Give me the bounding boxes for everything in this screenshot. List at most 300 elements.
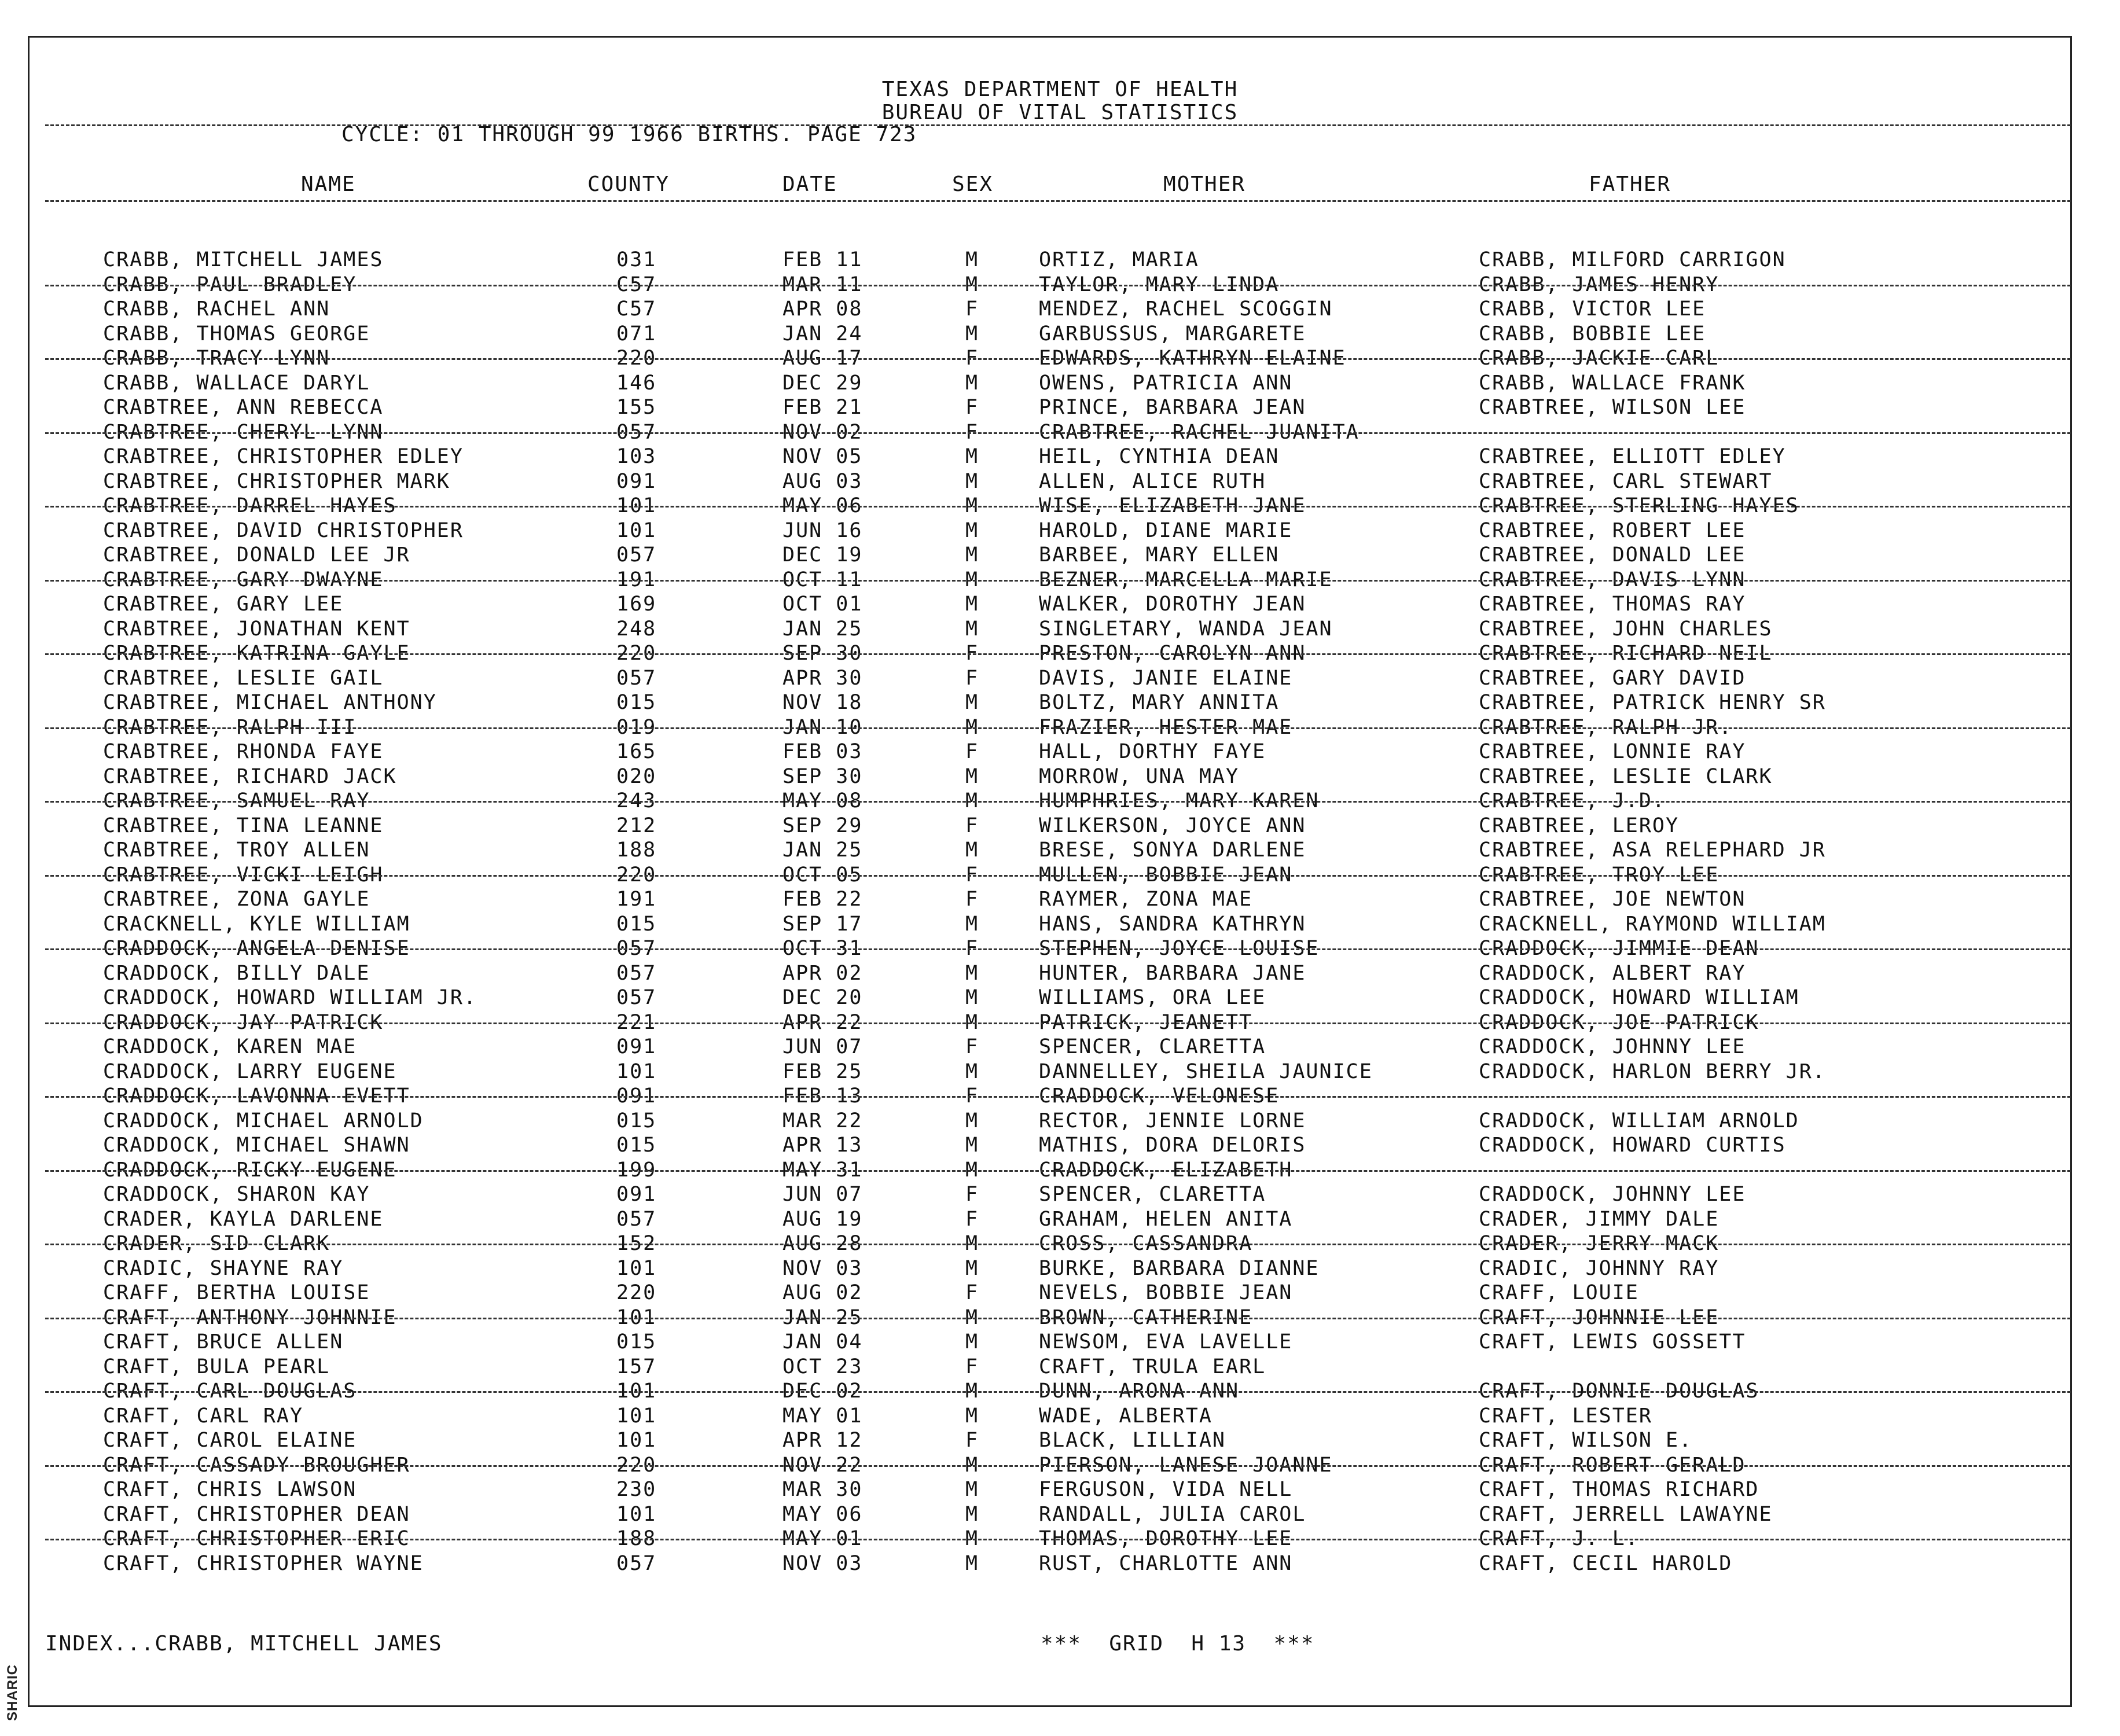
cycle-line	[341, 123, 917, 146]
cell-sex: M	[965, 371, 979, 395]
table-row	[0, 1330, 2120, 1354]
cell-sex: M	[965, 469, 979, 493]
cell-date: FEB 11	[782, 248, 863, 271]
cell-name: CRABTREE, TROY ALLEN	[103, 838, 370, 862]
cell-date: JUN 07	[782, 1035, 863, 1058]
cell-name: CRABTREE, DAVID CHRISTOPHER	[103, 518, 464, 542]
cell-date: APR 12	[782, 1429, 863, 1452]
cell-date: FEB 25	[782, 1060, 863, 1083]
cell-county: 020	[616, 764, 657, 788]
cell-sex: M	[965, 273, 979, 296]
row-divider	[45, 1465, 2071, 1467]
cell-county: 155	[616, 396, 657, 419]
cell-sex: M	[965, 543, 979, 567]
cell-name: CRADDOCK, ANGELA DENISE	[103, 937, 410, 960]
cell-name: CRAFT, CARL DOUGLAS	[103, 1380, 357, 1403]
cell-county: 057	[616, 666, 657, 690]
table-row	[0, 371, 2120, 395]
cell-father: CRABTREE, ELLIOTT EDLEY	[1479, 445, 1786, 468]
table-row	[0, 1281, 2120, 1305]
cell-county: 220	[616, 1453, 657, 1477]
cell-sex: M	[965, 1134, 979, 1157]
cell-date: NOV 22	[782, 1453, 863, 1477]
row-divider	[45, 1023, 2071, 1024]
cell-mother: SINGLETARY, WANDA JEAN	[1039, 617, 1333, 641]
cell-county: 199	[616, 1158, 657, 1182]
cell-father: CRABTREE, WILSON LEE	[1479, 396, 1746, 419]
cell-mother: WADE, ALBERTA	[1039, 1404, 1213, 1428]
table-row	[0, 1109, 2120, 1133]
cell-mother: PATRICK, JEANETT	[1039, 1010, 1253, 1034]
cell-name: CRACKNELL, KYLE WILLIAM	[103, 912, 410, 936]
cell-date: NOV 18	[782, 691, 863, 714]
cell-father: CRABTREE, LEROY	[1479, 814, 1680, 837]
cell-name: CRABTREE, ANN REBECCA	[103, 396, 384, 419]
cell-sex: M	[965, 912, 979, 936]
cell-date: SEP 30	[782, 764, 863, 788]
cell-father: CRABB, JAMES HENRY	[1479, 273, 1719, 296]
cell-county: 221	[616, 1010, 657, 1034]
table-row	[0, 764, 2120, 789]
cell-father: CRADDOCK, JOE PATRICK	[1479, 1010, 1759, 1034]
table-row	[0, 469, 2120, 494]
cell-date: MAR 11	[782, 273, 863, 296]
cell-sex: M	[965, 248, 979, 271]
cell-date: NOV 03	[782, 1551, 863, 1575]
cell-father: CRAFT, CECIL HAROLD	[1479, 1551, 1733, 1575]
cell-father: CRADDOCK, HARLON BERRY JR.	[1479, 1060, 1826, 1083]
cell-name: CRAFT, CHRISTOPHER WAYNE	[103, 1551, 424, 1575]
cell-date: JUN 07	[782, 1183, 863, 1206]
cell-name: CRADDOCK, MICHAEL SHAWN	[103, 1134, 410, 1157]
cell-father: CRADDOCK, HOWARD WILLIAM	[1479, 986, 1799, 1009]
cell-mother: RUST, CHARLOTTE ANN	[1039, 1551, 1293, 1575]
cell-date: MAY 31	[782, 1158, 863, 1182]
cell-sex: M	[965, 1380, 979, 1403]
cell-date: NOV 05	[782, 445, 863, 468]
cell-name: CRAFT, CHRISTOPHER ERIC	[103, 1527, 410, 1550]
cell-county: 057	[616, 937, 657, 960]
cell-name: CRABB, RACHEL ANN	[103, 297, 330, 321]
cell-date: NOV 02	[782, 420, 863, 444]
cell-name: CRABB, MITCHELL JAMES	[103, 248, 384, 271]
cell-date: DEC 02	[782, 1380, 863, 1403]
cell-sex: M	[965, 691, 979, 714]
cell-name: CRAFT, CARL RAY	[103, 1404, 304, 1428]
column-header-divider	[45, 200, 2071, 202]
cell-name: CRABTREE, DONALD LEE JR	[103, 543, 410, 567]
cell-sex: F	[965, 666, 979, 690]
cell-sex: M	[965, 1551, 979, 1575]
cell-father: CRABTREE, RICHARD NEIL	[1479, 642, 1773, 665]
cell-date: MAY 08	[782, 789, 863, 812]
cell-name: CRABTREE, CHRISTOPHER EDLEY	[103, 445, 464, 468]
cell-mother: RANDALL, JULIA CAROL	[1039, 1502, 1306, 1526]
cell-father: CRABTREE, RALPH JR.	[1479, 715, 1733, 739]
cell-county: 101	[616, 1060, 657, 1083]
cell-county: C57	[616, 273, 657, 296]
cell-father: CRADDOCK, JIMMIE DEAN	[1479, 937, 1759, 960]
table-row	[0, 1355, 2120, 1379]
table-row	[0, 1133, 2120, 1157]
column-header-sex: SEX	[952, 172, 994, 196]
cell-name: CRAFT, BRUCE ALLEN	[103, 1330, 344, 1354]
cell-name: CRADIC, SHAYNE RAY	[103, 1256, 344, 1280]
table-row	[0, 1256, 2120, 1281]
cell-name: CRADDOCK, HOWARD WILLIAM JR.	[103, 986, 477, 1009]
cell-father: CRABTREE, TROY LEE	[1479, 863, 1719, 887]
cell-mother: DAVIS, JANIE ELAINE	[1039, 666, 1293, 690]
cell-sex: F	[965, 1429, 979, 1452]
cell-sex: M	[965, 1478, 979, 1501]
cell-father: CRABB, WALLACE FRANK	[1479, 371, 1746, 395]
cell-sex: M	[965, 617, 979, 641]
cell-date: MAY 06	[782, 494, 863, 517]
cell-mother: GRAHAM, HELEN ANITA	[1039, 1207, 1293, 1231]
cell-mother: EDWARDS, KATHRYN ELAINE	[1039, 347, 1346, 370]
cell-father: CRAFT, J. L.	[1479, 1527, 1639, 1550]
cell-mother: SPENCER, CLARETTA	[1039, 1035, 1266, 1058]
cell-mother: HUMPHRIES, MARY KAREN	[1039, 789, 1320, 812]
cell-county: 101	[616, 1256, 657, 1280]
cell-mother: MATHIS, DORA DELORIS	[1039, 1134, 1306, 1157]
table-row	[0, 1551, 2120, 1576]
cell-name: CRADDOCK, BILLY DALE	[103, 961, 370, 985]
table-row	[0, 518, 2120, 543]
cell-county: 101	[616, 1404, 657, 1428]
cell-date: OCT 31	[782, 937, 863, 960]
cell-name: CRABTREE, DARREL HAYES	[103, 494, 397, 517]
cell-date: DEC 20	[782, 986, 863, 1009]
cell-father: CRABTREE, JOHN CHARLES	[1479, 617, 1773, 641]
cell-sex: M	[965, 1404, 979, 1428]
cell-county: 091	[616, 1084, 657, 1108]
cell-father: CRABB, VICTOR LEE	[1479, 297, 1706, 321]
cell-mother: OWENS, PATRICIA ANN	[1039, 371, 1293, 395]
cell-county: 019	[616, 715, 657, 739]
cell-date: APR 30	[782, 666, 863, 690]
cell-father: CRADDOCK, JOHNNY LEE	[1479, 1035, 1746, 1058]
cell-father: CRADDOCK, ALBERT RAY	[1479, 961, 1746, 985]
cell-mother: BEZNER, MARCELLA MARIE	[1039, 568, 1333, 591]
cell-mother: HEIL, CYNTHIA DEAN	[1039, 445, 1280, 468]
cell-date: APR 08	[782, 297, 863, 321]
cell-name: CRADDOCK, SHARON KAY	[103, 1183, 370, 1206]
cell-date: OCT 23	[782, 1355, 863, 1378]
cell-date: OCT 01	[782, 593, 863, 616]
cell-mother: WISE, ELIZABETH JANE	[1039, 494, 1306, 517]
cell-date: MAY 06	[782, 1502, 863, 1526]
cell-name: CRAFT, CASSADY BROUGHER	[103, 1453, 410, 1477]
cell-mother: CRAFT, TRULA EARL	[1039, 1355, 1266, 1378]
cell-father: CRADDOCK, HOWARD CURTIS	[1479, 1134, 1786, 1157]
side-label-text: SHARIC	[5, 1664, 20, 1721]
cell-sex: M	[965, 445, 979, 468]
cell-father: CRAFF, LOUIE	[1479, 1281, 1639, 1304]
cell-date: AUG 03	[782, 469, 863, 493]
cell-sex: F	[965, 347, 979, 370]
row-divider	[45, 1539, 2071, 1540]
cell-mother: CROSS, CASSANDRA	[1039, 1232, 1253, 1255]
cell-name: CRABTREE, CHRISTOPHER MARK	[103, 469, 450, 493]
cell-county: 152	[616, 1232, 657, 1255]
cell-name: CRAFF, BERTHA LOUISE	[103, 1281, 370, 1304]
cell-name: CRABTREE, LESLIE GAIL	[103, 666, 384, 690]
cell-date: DEC 29	[782, 371, 863, 395]
row-divider	[45, 432, 2071, 434]
cycle-range: 01 THROUGH 99	[437, 123, 616, 146]
cell-county: 191	[616, 568, 657, 591]
cell-date: AUG 19	[782, 1207, 863, 1231]
cell-mother: BOLTZ, MARY ANNITA	[1039, 691, 1280, 714]
cell-county: 091	[616, 469, 657, 493]
table-row	[0, 248, 2120, 272]
cell-county: 220	[616, 863, 657, 887]
cell-sex: F	[965, 1183, 979, 1206]
table-row	[0, 1428, 2120, 1452]
cell-date: OCT 11	[782, 568, 863, 591]
cell-sex: M	[965, 1109, 979, 1132]
cell-name: CRABTREE, GARY DWAYNE	[103, 568, 384, 591]
cell-sex: F	[965, 1355, 979, 1378]
cell-county: 220	[616, 347, 657, 370]
row-divider	[45, 1096, 2071, 1098]
cell-name: CRAFT, CHRISTOPHER DEAN	[103, 1502, 410, 1526]
cell-sex: F	[965, 420, 979, 444]
table-row	[0, 543, 2120, 567]
cell-county: 230	[616, 1478, 657, 1501]
cell-county: 015	[616, 1330, 657, 1354]
cell-name: CRAFT, ANTHONY JOHNNIE	[103, 1305, 397, 1329]
cell-sex: F	[965, 1035, 979, 1058]
cell-name: CRADDOCK, KAREN MAE	[103, 1035, 357, 1058]
cell-mother: PRESTON, CAROLYN ANN	[1039, 642, 1306, 665]
cell-county: 248	[616, 617, 657, 641]
table-row	[0, 1502, 2120, 1527]
cell-sex: M	[965, 1010, 979, 1034]
cell-father: CRAFT, JOHNNIE LEE	[1479, 1305, 1719, 1329]
cell-sex: F	[965, 642, 979, 665]
cell-mother: TAYLOR, MARY LINDA	[1039, 273, 1280, 296]
cell-name: CRADDOCK, MICHAEL ARNOLD	[103, 1109, 424, 1132]
cell-date: FEB 21	[782, 396, 863, 419]
cell-mother: PIERSON, LANESE JOANNE	[1039, 1453, 1333, 1477]
row-divider	[45, 1318, 2071, 1319]
column-header-county: COUNTY	[587, 172, 670, 196]
cell-mother: WILLIAMS, ORA LEE	[1039, 986, 1266, 1009]
cell-sex: M	[965, 518, 979, 542]
cell-county: 212	[616, 814, 657, 837]
cell-county: 165	[616, 740, 657, 763]
cell-sex: M	[965, 1453, 979, 1477]
cell-mother: FERGUSON, VIDA NELL	[1039, 1478, 1293, 1501]
cell-sex: F	[965, 888, 979, 911]
cell-father: CRADER, JIMMY DALE	[1479, 1207, 1719, 1231]
row-divider	[45, 285, 2071, 286]
cell-name: CRADER, KAYLA DARLENE	[103, 1207, 384, 1231]
table-row	[0, 1060, 2120, 1084]
column-header-date: DATE	[782, 172, 837, 196]
cell-county: 191	[616, 888, 657, 911]
table-row	[0, 887, 2120, 911]
cell-mother: HALL, DORTHY FAYE	[1039, 740, 1266, 763]
cell-mother: NEVELS, BOBBIE JEAN	[1039, 1281, 1293, 1304]
cell-sex: F	[965, 740, 979, 763]
cell-sex: M	[965, 1305, 979, 1329]
cell-sex: M	[965, 715, 979, 739]
footer-grid: *** GRID H 13 ***	[1041, 1632, 1315, 1656]
cell-sex: M	[965, 593, 979, 616]
cell-county: 057	[616, 543, 657, 567]
cell-mother: BARBEE, MARY ELLEN	[1039, 543, 1280, 567]
cell-county: 091	[616, 1035, 657, 1058]
cell-father: CRABTREE, ASA RELEPHARD JR	[1479, 838, 1826, 862]
cell-father: CRABTREE, LONNIE RAY	[1479, 740, 1746, 763]
table-row	[0, 617, 2120, 641]
table-row	[0, 666, 2120, 690]
cell-name: CRABTREE, RALPH III	[103, 715, 357, 739]
cell-mother: HUNTER, BARBARA JANE	[1039, 961, 1306, 985]
cell-mother: HANS, SANDRA KATHRYN	[1039, 912, 1306, 936]
row-divider	[45, 875, 2071, 877]
cell-father: CRABTREE, THOMAS RAY	[1479, 593, 1746, 616]
cell-sex: M	[965, 1527, 979, 1550]
cell-sex: M	[965, 1256, 979, 1280]
cell-county: 057	[616, 1551, 657, 1575]
cell-date: FEB 22	[782, 888, 863, 911]
cell-county: 103	[616, 445, 657, 468]
cell-date: JUN 16	[782, 518, 863, 542]
cell-county: 091	[616, 1183, 657, 1206]
table-row	[0, 740, 2120, 764]
bureau-title: BUREAU OF VITAL STATISTICS	[881, 101, 1239, 124]
cell-father: CRADDOCK, JOHNNY LEE	[1479, 1183, 1746, 1206]
department-title: TEXAS DEPARTMENT OF HEALTH	[881, 78, 1239, 101]
cell-mother: BLACK, LILLIAN	[1039, 1429, 1226, 1452]
cell-father: CRADIC, JOHNNY RAY	[1479, 1256, 1719, 1280]
cell-date: OCT 05	[782, 863, 863, 887]
row-divider	[45, 727, 2071, 729]
cell-date: JAN 25	[782, 1305, 863, 1329]
cell-date: MAY 01	[782, 1527, 863, 1550]
table-row	[0, 912, 2120, 936]
cell-father: CRADER, JERRY MACK	[1479, 1232, 1719, 1255]
cell-date: JAN 24	[782, 322, 863, 345]
cell-sex: F	[965, 937, 979, 960]
cell-sex: F	[965, 396, 979, 419]
row-divider	[45, 801, 2071, 803]
cell-father: CRABTREE, PATRICK HENRY SR	[1479, 691, 1826, 714]
cell-name: CRABTREE, JONATHAN KENT	[103, 617, 410, 641]
cell-father: CRAFT, LESTER	[1479, 1404, 1652, 1428]
cell-date: NOV 03	[782, 1256, 863, 1280]
year-births: 1966 BIRTHS.	[629, 123, 794, 146]
cell-county: 169	[616, 593, 657, 616]
cell-name: CRAFT, CHRIS LAWSON	[103, 1478, 357, 1501]
row-divider	[45, 948, 2071, 950]
cell-county: 101	[616, 1502, 657, 1526]
cell-mother: DANNELLEY, SHEILA JAUNICE	[1039, 1060, 1373, 1083]
cell-father: CRABTREE, STERLING HAYES	[1479, 494, 1799, 517]
row-divider	[45, 1244, 2071, 1245]
page-number: PAGE 723	[807, 123, 917, 146]
cell-sex: F	[965, 297, 979, 321]
cell-name: CRABTREE, SAMUEL RAY	[103, 789, 370, 812]
cell-date: APR 22	[782, 1010, 863, 1034]
table-row	[0, 1182, 2120, 1207]
cell-date: JAN 10	[782, 715, 863, 739]
cell-mother: STEPHEN, JOYCE LOUISE	[1039, 937, 1320, 960]
cell-county: 188	[616, 838, 657, 862]
cell-mother: BURKE, BARBARA DIANNE	[1039, 1256, 1320, 1280]
cell-name: CRADER, SID CLARK	[103, 1232, 330, 1255]
cell-county: 220	[616, 642, 657, 665]
cell-sex: M	[965, 838, 979, 862]
cell-father: CRAFT, JERRELL LAWAYNE	[1479, 1502, 1773, 1526]
cell-father: CRABTREE, JOE NEWTON	[1479, 888, 1746, 911]
row-divider	[45, 506, 2071, 507]
cell-date: MAY 01	[782, 1404, 863, 1428]
column-header-name: NAME	[301, 172, 356, 196]
table-row	[0, 985, 2120, 1010]
cell-county: 015	[616, 1109, 657, 1132]
cell-mother: ORTIZ, MARIA	[1039, 248, 1199, 271]
cell-mother: CRABTREE, RACHEL JUANITA	[1039, 420, 1360, 444]
cell-name: CRABTREE, MICHAEL ANTHONY	[103, 691, 437, 714]
cell-father: CRABTREE, DONALD LEE	[1479, 543, 1746, 567]
cell-sex: M	[965, 1502, 979, 1526]
cell-county: 057	[616, 961, 657, 985]
cell-father: CRABTREE, CARL STEWART	[1479, 469, 1773, 493]
cell-name: CRAFT, BULA PEARL	[103, 1355, 330, 1378]
cell-name: CRABB, THOMAS GEORGE	[103, 322, 370, 345]
cell-date: SEP 29	[782, 814, 863, 837]
cell-father: CRABTREE, J.D.	[1479, 789, 1666, 812]
cell-date: AUG 17	[782, 347, 863, 370]
cycle-label: CYCLE:	[341, 123, 424, 146]
cell-county: 188	[616, 1527, 657, 1550]
table-row	[0, 814, 2120, 838]
cell-county: 101	[616, 518, 657, 542]
cell-name: CRABTREE, KATRINA GAYLE	[103, 642, 410, 665]
footer-index: INDEX...CRABB, MITCHELL JAMES	[45, 1632, 443, 1656]
cell-mother: RECTOR, JENNIE LORNE	[1039, 1109, 1306, 1132]
cell-mother: THOMAS, DOROTHY LEE	[1039, 1527, 1293, 1550]
cell-father: CRAFT, THOMAS RICHARD	[1479, 1478, 1759, 1501]
cell-sex: F	[965, 814, 979, 837]
cell-father: CRABB, JACKIE CARL	[1479, 347, 1719, 370]
table-row	[0, 592, 2120, 616]
cell-mother: CRADDOCK, ELIZABETH	[1039, 1158, 1293, 1182]
table-row	[0, 322, 2120, 346]
cell-name: CRADDOCK, RICKY EUGENE	[103, 1158, 397, 1182]
cell-name: CRABTREE, ZONA GAYLE	[103, 888, 370, 911]
cell-father: CRACKNELL, RAYMOND WILLIAM	[1479, 912, 1826, 936]
side-label	[1, 1655, 24, 1724]
column-header-father: FATHER	[1589, 172, 1671, 196]
cell-mother: SPENCER, CLARETTA	[1039, 1183, 1266, 1206]
cell-date: DEC 19	[782, 543, 863, 567]
cell-date: JAN 04	[782, 1330, 863, 1354]
table-row	[0, 395, 2120, 420]
cell-date: SEP 30	[782, 642, 863, 665]
cell-date: APR 13	[782, 1134, 863, 1157]
cell-mother: DUNN, ARONA ANN	[1039, 1380, 1240, 1403]
cell-sex: M	[965, 986, 979, 1009]
row-divider	[45, 358, 2071, 360]
cell-father: CRADDOCK, WILLIAM ARNOLD	[1479, 1109, 1799, 1132]
row-divider	[45, 580, 2071, 582]
